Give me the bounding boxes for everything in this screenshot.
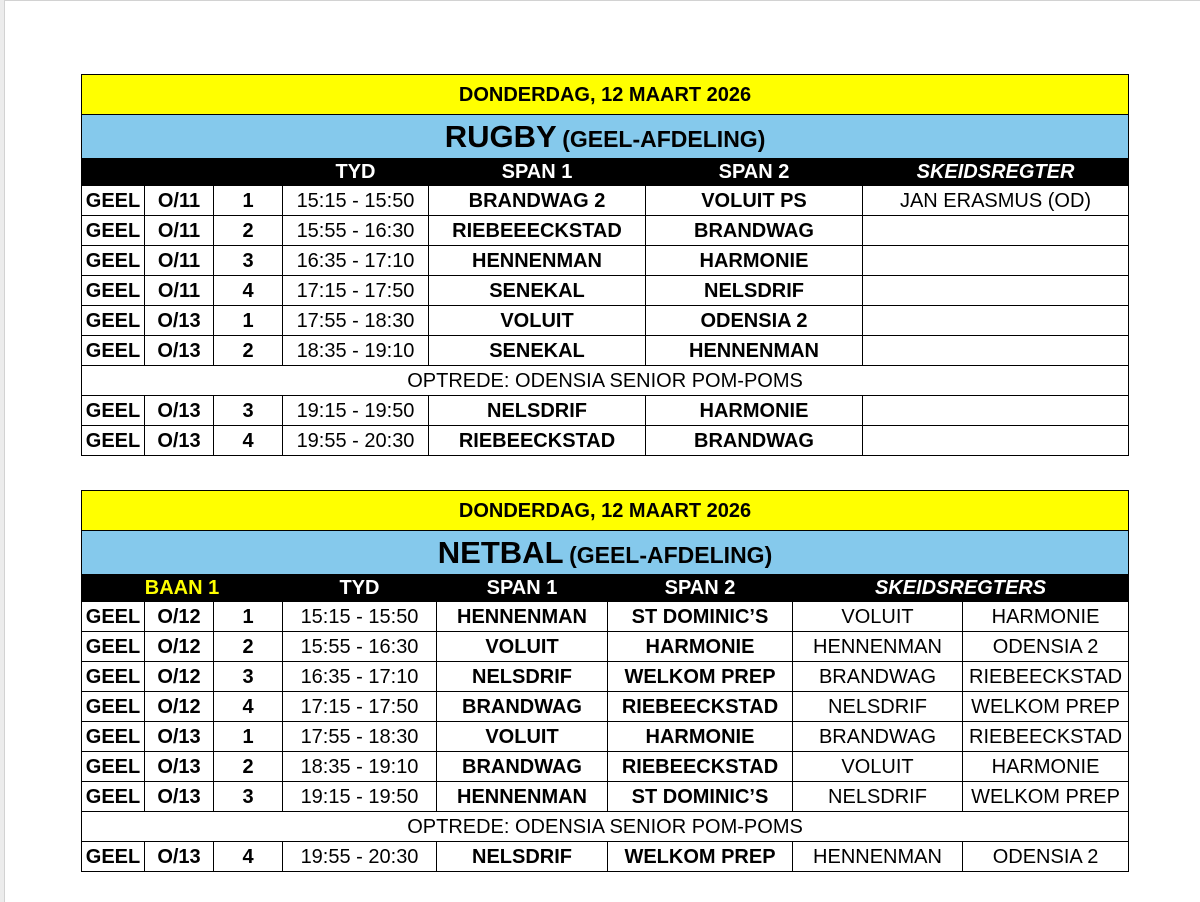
table-cell: 2 bbox=[214, 336, 283, 366]
table-cell: 17:15 - 17:50 bbox=[283, 276, 429, 306]
table-cell: 4 bbox=[214, 426, 283, 456]
rugby-header-team2: SPAN 2 bbox=[646, 159, 863, 186]
table-cell: ODENSIA 2 bbox=[963, 632, 1129, 662]
table-cell: NELSDRIF bbox=[793, 782, 963, 812]
table-cell: WELKOM PREP bbox=[963, 692, 1129, 722]
table-cell: GEEL bbox=[82, 752, 145, 782]
netbal-header-team1: SPAN 1 bbox=[437, 575, 608, 602]
rugby-header-team1: SPAN 1 bbox=[429, 159, 646, 186]
table-row bbox=[82, 752, 1129, 782]
table-cell bbox=[863, 276, 1129, 306]
table-cell: GEEL bbox=[82, 692, 145, 722]
table-cell: NELSDRIF bbox=[646, 276, 863, 306]
netbal-header-referees: SKEIDSREGTERS bbox=[793, 575, 1129, 602]
table-cell: 15:15 - 15:50 bbox=[283, 602, 437, 632]
table-cell: HENNENMAN bbox=[793, 842, 963, 872]
rugby-header-referee: SKEIDSREGTER bbox=[863, 159, 1129, 186]
table-cell: 19:15 - 19:50 bbox=[283, 782, 437, 812]
table-cell: BRANDWAG bbox=[793, 722, 963, 752]
table-cell: HARMONIE bbox=[646, 396, 863, 426]
table-cell: NELSDRIF bbox=[429, 396, 646, 426]
netbal-rows bbox=[82, 602, 1129, 872]
table-cell: HARMONIE bbox=[963, 602, 1129, 632]
table-cell: ST DOMINIC’S bbox=[608, 602, 793, 632]
table-cell: 3 bbox=[214, 662, 283, 692]
table-cell: 19:55 - 20:30 bbox=[283, 426, 429, 456]
table-cell: 18:35 - 19:10 bbox=[283, 752, 437, 782]
table-cell: HENNENMAN bbox=[437, 782, 608, 812]
table-cell: WELKOM PREP bbox=[608, 662, 793, 692]
table-cell: BRANDWAG bbox=[793, 662, 963, 692]
table-cell: O/11 bbox=[145, 216, 214, 246]
netbal-sport-title: NETBAL bbox=[437, 535, 564, 570]
table-cell: O/13 bbox=[145, 752, 214, 782]
table-cell: O/13 bbox=[145, 782, 214, 812]
table-row bbox=[82, 632, 1129, 662]
table-cell: RIEBEECKSTAD bbox=[608, 692, 793, 722]
table-cell: 17:15 - 17:50 bbox=[283, 692, 437, 722]
table-cell: 19:55 - 20:30 bbox=[283, 842, 437, 872]
table-cell: RIEBEECKSTAD bbox=[429, 426, 646, 456]
table-cell: HARMONIE bbox=[963, 752, 1129, 782]
table-cell: 1 bbox=[214, 186, 283, 216]
table-cell: O/13 bbox=[145, 306, 214, 336]
rugby-sport-heading bbox=[82, 115, 1129, 159]
table-cell: O/13 bbox=[145, 842, 214, 872]
table-cell: VOLUIT bbox=[793, 602, 963, 632]
table-cell: BRANDWAG bbox=[646, 426, 863, 456]
table-row bbox=[82, 336, 1129, 366]
table-cell: WELKOM PREP bbox=[608, 842, 793, 872]
table-cell: GEEL bbox=[82, 246, 145, 276]
table-cell: O/13 bbox=[145, 426, 214, 456]
table-row bbox=[82, 782, 1129, 812]
table-cell: SENEKAL bbox=[429, 276, 646, 306]
table-cell: 19:15 - 19:50 bbox=[283, 396, 429, 426]
table-cell: SENEKAL bbox=[429, 336, 646, 366]
table-cell: VOLUIT bbox=[429, 306, 646, 336]
table-cell: 1 bbox=[214, 602, 283, 632]
table-row bbox=[82, 662, 1129, 692]
table-row bbox=[82, 306, 1129, 336]
table-cell: BRANDWAG bbox=[646, 216, 863, 246]
table-cell: HENNENMAN bbox=[437, 602, 608, 632]
table-row bbox=[82, 276, 1129, 306]
table-cell: JAN ERASMUS (OD) bbox=[863, 186, 1129, 216]
table-row bbox=[82, 692, 1129, 722]
table-cell: GEEL bbox=[82, 186, 145, 216]
table-cell: 15:55 - 16:30 bbox=[283, 216, 429, 246]
table-row bbox=[82, 842, 1129, 872]
table-cell: HARMONIE bbox=[646, 246, 863, 276]
table-cell: 2 bbox=[214, 632, 283, 662]
table-cell: 4 bbox=[214, 842, 283, 872]
table-row bbox=[82, 186, 1129, 216]
table-cell: 2 bbox=[214, 216, 283, 246]
table-cell: RIEBEEECKSTAD bbox=[429, 216, 646, 246]
table-cell: GEEL bbox=[82, 336, 145, 366]
table-cell: 3 bbox=[214, 246, 283, 276]
table-cell: O/12 bbox=[145, 662, 214, 692]
table-cell: RIEBEECKSTAD bbox=[963, 662, 1129, 692]
rugby-header-time: TYD bbox=[283, 159, 429, 186]
performance-note: OPTREDE: ODENSIA SENIOR POM-POMS bbox=[82, 812, 1129, 842]
table-cell: HENNENMAN bbox=[793, 632, 963, 662]
table-cell: VOLUIT bbox=[437, 632, 608, 662]
netbal-date-heading: DONDERDAG, 12 MAART 2026 bbox=[82, 491, 1129, 531]
netbal-sport-heading bbox=[82, 531, 1129, 575]
rugby-header-blank bbox=[82, 159, 283, 186]
table-cell: GEEL bbox=[82, 396, 145, 426]
table-cell: ST DOMINIC’S bbox=[608, 782, 793, 812]
table-cell bbox=[863, 336, 1129, 366]
netbal-column-headers bbox=[82, 575, 1129, 602]
rugby-schedule-table bbox=[81, 74, 1129, 456]
table-cell: O/12 bbox=[145, 632, 214, 662]
performance-note-row bbox=[82, 366, 1129, 396]
rugby-sport-title: RUGBY bbox=[444, 119, 557, 154]
performance-note: OPTREDE: ODENSIA SENIOR POM-POMS bbox=[82, 366, 1129, 396]
table-cell: NELSDRIF bbox=[437, 842, 608, 872]
table-cell: 4 bbox=[214, 692, 283, 722]
table-cell: 18:35 - 19:10 bbox=[283, 336, 429, 366]
table-cell: O/13 bbox=[145, 336, 214, 366]
table-cell: VOLUIT PS bbox=[646, 186, 863, 216]
table-cell: RIEBEECKSTAD bbox=[963, 722, 1129, 752]
table-row bbox=[82, 722, 1129, 752]
table-cell: O/13 bbox=[145, 722, 214, 752]
table-cell: ODENSIA 2 bbox=[963, 842, 1129, 872]
performance-note-row bbox=[82, 812, 1129, 842]
table-row bbox=[82, 602, 1129, 632]
table-cell: 17:55 - 18:30 bbox=[283, 722, 437, 752]
table-cell: VOLUIT bbox=[437, 722, 608, 752]
table-cell: O/11 bbox=[145, 246, 214, 276]
table-cell: O/11 bbox=[145, 186, 214, 216]
document-page bbox=[4, 0, 1200, 902]
table-cell: GEEL bbox=[82, 306, 145, 336]
table-cell: ODENSIA 2 bbox=[646, 306, 863, 336]
table-cell: 2 bbox=[214, 752, 283, 782]
table-cell bbox=[863, 216, 1129, 246]
netbal-header-team2: SPAN 2 bbox=[608, 575, 793, 602]
table-cell bbox=[863, 396, 1129, 426]
table-cell: GEEL bbox=[82, 276, 145, 306]
table-cell: 15:15 - 15:50 bbox=[283, 186, 429, 216]
table-cell: 1 bbox=[214, 722, 283, 752]
table-row bbox=[82, 426, 1129, 456]
netbal-schedule-table bbox=[81, 490, 1129, 872]
table-cell: GEEL bbox=[82, 782, 145, 812]
table-cell bbox=[863, 246, 1129, 276]
table-cell: O/12 bbox=[145, 602, 214, 632]
table-cell: HARMONIE bbox=[608, 722, 793, 752]
table-cell: 1 bbox=[214, 306, 283, 336]
table-cell bbox=[863, 306, 1129, 336]
table-cell: 3 bbox=[214, 396, 283, 426]
table-cell: 16:35 - 17:10 bbox=[283, 246, 429, 276]
table-cell bbox=[863, 426, 1129, 456]
table-cell: 3 bbox=[214, 782, 283, 812]
table-cell: WELKOM PREP bbox=[963, 782, 1129, 812]
table-cell: HENNENMAN bbox=[429, 246, 646, 276]
table-cell: VOLUIT bbox=[793, 752, 963, 782]
table-cell: GEEL bbox=[82, 842, 145, 872]
table-cell: NELSDRIF bbox=[793, 692, 963, 722]
table-cell: GEEL bbox=[82, 216, 145, 246]
table-cell: 15:55 - 16:30 bbox=[283, 632, 437, 662]
table-cell: BRANDWAG bbox=[437, 692, 608, 722]
table-cell: 17:55 - 18:30 bbox=[283, 306, 429, 336]
table-cell: O/13 bbox=[145, 396, 214, 426]
rugby-date-heading: DONDERDAG, 12 MAART 2026 bbox=[82, 75, 1129, 115]
table-row bbox=[82, 216, 1129, 246]
table-cell: GEEL bbox=[82, 602, 145, 632]
netbal-header-court: BAAN 1 bbox=[82, 575, 283, 602]
table-cell: HENNENMAN bbox=[646, 336, 863, 366]
table-row bbox=[82, 246, 1129, 276]
table-cell: GEEL bbox=[82, 426, 145, 456]
netbal-division: (GEEL-AFDELING) bbox=[569, 542, 773, 568]
table-cell: BRANDWAG 2 bbox=[429, 186, 646, 216]
table-cell: GEEL bbox=[82, 632, 145, 662]
rugby-column-headers bbox=[82, 159, 1129, 186]
table-cell: 16:35 - 17:10 bbox=[283, 662, 437, 692]
table-cell: O/11 bbox=[145, 276, 214, 306]
table-cell: 4 bbox=[214, 276, 283, 306]
netbal-header-time: TYD bbox=[283, 575, 437, 602]
table-cell: GEEL bbox=[82, 662, 145, 692]
table-row bbox=[82, 396, 1129, 426]
rugby-division: (GEEL-AFDELING) bbox=[562, 126, 766, 152]
table-cell: NELSDRIF bbox=[437, 662, 608, 692]
table-cell: HARMONIE bbox=[608, 632, 793, 662]
table-cell: BRANDWAG bbox=[437, 752, 608, 782]
table-cell: GEEL bbox=[82, 722, 145, 752]
table-cell: RIEBEECKSTAD bbox=[608, 752, 793, 782]
table-cell: O/12 bbox=[145, 692, 214, 722]
rugby-rows bbox=[82, 186, 1129, 456]
